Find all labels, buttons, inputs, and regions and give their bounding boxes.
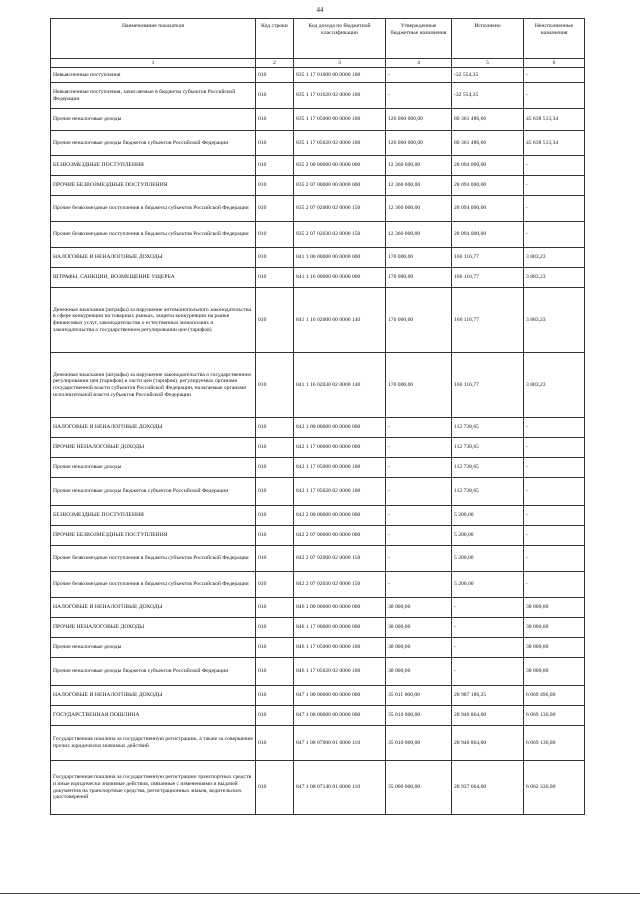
row-income-code: 841 1 00 00000 00 0000 000 <box>294 248 386 268</box>
table-row <box>51 222 585 248</box>
row-unexecuted: - <box>524 526 585 546</box>
row-income-code: 842 1 17 05020 02 0000 180 <box>294 478 386 506</box>
table-row <box>51 572 585 598</box>
row-income-code: 846 1 00 00000 00 0000 000 <box>294 598 386 618</box>
row-approved: 12 360 000,00 <box>386 156 452 176</box>
table-row <box>51 109 585 131</box>
row-executed: 166 116,77 <box>452 268 524 288</box>
row-name: Денежные взыскания (штрафы) за нарушение антимонопольного законодательства в сфере конкуренции на товарных рынках, защиты конкуренции на рынке финансовых услуг, законодательства о естественных монополиях и законодательства о государственном регулировании цен (тарифов) <box>51 288 256 353</box>
column-number: 4 <box>386 59 452 68</box>
row-name: Прочие безвозмездные поступления в бюджеты субъектов Российской Федерации <box>51 546 256 572</box>
row-name: БЕЗВОЗМЕЗДНЫЕ ПОСТУПЛЕНИЯ <box>51 506 256 526</box>
row-line-code: 010 <box>256 222 294 248</box>
row-income-code: 842 2 07 02030 02 0000 150 <box>294 572 386 598</box>
row-income-code: 835 2 07 02030 02 0000 150 <box>294 222 386 248</box>
row-approved: 35 011 000,00 <box>386 686 452 706</box>
row-income-code: 835 2 07 00000 00 0000 000 <box>294 176 386 196</box>
row-name: ГОСУДАРСТВЕННАЯ ПОШЛИНА <box>51 706 256 726</box>
table-row <box>51 418 585 438</box>
row-line-code: 010 <box>256 618 294 638</box>
table-row <box>51 478 585 506</box>
table-row <box>51 726 585 761</box>
row-line-code: 010 <box>256 68 294 83</box>
row-unexecuted: 3 883,23 <box>524 353 585 418</box>
row-income-code: 842 2 07 00000 00 0000 000 <box>294 526 386 546</box>
header-executed: Исполнено <box>452 19 524 59</box>
row-executed: 28 094 000,00 <box>452 176 524 196</box>
row-approved: 35 000 000,00 <box>386 761 452 815</box>
header-row <box>51 19 585 59</box>
row-executed: 166 116,77 <box>452 353 524 418</box>
header-approved: Утвержденные бюджетные назначения <box>386 19 452 59</box>
row-executed: 28 094 000,00 <box>452 156 524 176</box>
row-executed: 5 200,00 <box>452 546 524 572</box>
row-approved: 126 000 000,00 <box>386 109 452 131</box>
row-income-code: 846 1 17 00000 00 0000 000 <box>294 618 386 638</box>
row-executed: 28 987 186,25 <box>452 686 524 706</box>
row-line-code: 010 <box>256 176 294 196</box>
row-unexecuted: 6 069 136,00 <box>524 726 585 761</box>
row-unexecuted: - <box>524 506 585 526</box>
row-income-code: 835 2 07 02000 02 0000 150 <box>294 196 386 222</box>
row-income-code: 847 1 08 07140 01 0000 110 <box>294 761 386 815</box>
row-executed: 5 200,00 <box>452 572 524 598</box>
row-approved: - <box>386 83 452 109</box>
row-executed: 28 094 000,00 <box>452 196 524 222</box>
row-approved: 12 360 000,00 <box>386 176 452 196</box>
row-approved: 12 360 000,00 <box>386 222 452 248</box>
table-row <box>51 176 585 196</box>
row-income-code: 841 1 16 02030 02 0000 140 <box>294 353 386 418</box>
table-row <box>51 288 585 353</box>
row-executed: -32 554,35 <box>452 68 524 83</box>
row-approved: - <box>386 68 452 83</box>
row-approved: 38 000,00 <box>386 618 452 638</box>
row-executed: - <box>452 618 524 638</box>
row-approved: 38 000,00 <box>386 638 452 658</box>
row-name: Прочие неналоговые доходы <box>51 458 256 478</box>
row-unexecuted: 6 069 136,00 <box>524 706 585 726</box>
row-unexecuted: - <box>524 478 585 506</box>
row-income-code: 835 1 17 01020 02 0000 180 <box>294 83 386 109</box>
header-income-code: Код дохода по бюджетной классификации <box>294 19 386 59</box>
row-name: НАЛОГОВЫЕ И НЕНАЛОГОВЫЕ ДОХОДЫ <box>51 686 256 706</box>
row-approved: 35 010 000,00 <box>386 726 452 761</box>
row-executed: 5 200,00 <box>452 506 524 526</box>
row-income-code: 842 1 17 00000 00 0000 000 <box>294 438 386 458</box>
row-unexecuted: 45 638 513,34 <box>524 109 585 131</box>
row-line-code: 010 <box>256 288 294 353</box>
row-line-code: 010 <box>256 706 294 726</box>
table-row <box>51 506 585 526</box>
row-approved: 170 000,00 <box>386 288 452 353</box>
row-income-code: 846 1 17 05000 00 0000 180 <box>294 638 386 658</box>
row-approved: - <box>386 546 452 572</box>
table-row <box>51 131 585 156</box>
row-unexecuted: - <box>524 83 585 109</box>
row-name: ПРОЧИЕ НЕНАЛОГОВЫЕ ДОХОДЫ <box>51 618 256 638</box>
row-executed: - <box>452 638 524 658</box>
page-number: 44 <box>316 6 324 14</box>
column-number: 2 <box>256 59 294 68</box>
table-row <box>51 526 585 546</box>
row-line-code: 010 <box>256 572 294 598</box>
row-line-code: 010 <box>256 196 294 222</box>
row-approved: 12 360 000,00 <box>386 196 452 222</box>
row-income-code: 835 2 00 00000 00 0000 000 <box>294 156 386 176</box>
row-income-code: 847 1 00 00000 00 0000 000 <box>294 686 386 706</box>
row-executed: -32 554,35 <box>452 83 524 109</box>
table-row <box>51 638 585 658</box>
row-executed: 28 094 000,00 <box>452 222 524 248</box>
table-body <box>51 68 585 815</box>
row-executed: 28 937 664,00 <box>452 761 524 815</box>
row-executed: 28 940 864,00 <box>452 726 524 761</box>
row-name: ПРОЧИЕ БЕЗВОЗМЕЗДНЫЕ ПОСТУПЛЕНИЯ <box>51 176 256 196</box>
row-unexecuted: - <box>524 156 585 176</box>
row-unexecuted: 45 638 513,34 <box>524 131 585 156</box>
row-name: НАЛОГОВЫЕ И НЕНАЛОГОВЫЕ ДОХОДЫ <box>51 248 256 268</box>
row-unexecuted: - <box>524 196 585 222</box>
row-unexecuted: - <box>524 222 585 248</box>
row-approved: - <box>386 526 452 546</box>
row-line-code: 010 <box>256 686 294 706</box>
table-row <box>51 83 585 109</box>
table-row <box>51 598 585 618</box>
row-unexecuted: 38 000,00 <box>524 598 585 618</box>
row-executed: 112 738,65 <box>452 478 524 506</box>
row-unexecuted: 38 000,00 <box>524 638 585 658</box>
row-name: Прочие неналоговые доходы бюджетов субъектов Российской Федерации <box>51 131 256 156</box>
row-name: Денежные взыскания (штрафы) за нарушение законодательства о государственном регулировании цен (тарифов) в части цен (тарифов), регулируемых органами государственной власти субъектов Российской Федерации, налагаемые органами исполнительной власти субъектов Российской Федерации <box>51 353 256 418</box>
row-name: ПРОЧИЕ НЕНАЛОГОВЫЕ ДОХОДЫ <box>51 438 256 458</box>
table-row <box>51 353 585 418</box>
row-line-code: 010 <box>256 598 294 618</box>
row-unexecuted: 3 883,23 <box>524 268 585 288</box>
row-income-code: 835 1 17 05000 00 0000 180 <box>294 109 386 131</box>
row-approved: - <box>386 572 452 598</box>
row-income-code: 842 1 00 00000 00 0000 000 <box>294 418 386 438</box>
row-name: Прочие безвозмездные поступления в бюджеты субъектов Российской Федерации <box>51 222 256 248</box>
row-name: Невыясненные поступления, зачисляемые в бюджеты субъектов Российской Федерации <box>51 83 256 109</box>
column-number: 1 <box>51 59 256 68</box>
table-row <box>51 68 585 83</box>
row-line-code: 010 <box>256 83 294 109</box>
row-approved: 170 000,00 <box>386 268 452 288</box>
header-line-code: Код строки <box>256 19 294 59</box>
column-number: 5 <box>452 59 524 68</box>
row-income-code: 835 1 17 05020 02 0000 180 <box>294 131 386 156</box>
table-row <box>51 658 585 686</box>
row-line-code: 010 <box>256 638 294 658</box>
row-approved: 38 000,00 <box>386 598 452 618</box>
row-income-code: 842 2 00 00000 00 0000 000 <box>294 506 386 526</box>
row-line-code: 010 <box>256 418 294 438</box>
row-line-code: 010 <box>256 726 294 761</box>
row-name: Прочие неналоговые доходы <box>51 638 256 658</box>
row-income-code: 841 1 16 02000 00 0000 140 <box>294 288 386 353</box>
row-executed: - <box>452 658 524 686</box>
row-line-code: 010 <box>256 109 294 131</box>
row-unexecuted: 6 062 336,00 <box>524 761 585 815</box>
budget-execution-table <box>50 18 585 815</box>
row-executed: 112 738,65 <box>452 418 524 438</box>
row-approved: - <box>386 418 452 438</box>
row-unexecuted: - <box>524 458 585 478</box>
row-executed: 80 361 486,66 <box>452 109 524 131</box>
column-number: 6 <box>524 59 585 68</box>
row-unexecuted: 38 000,00 <box>524 658 585 686</box>
row-unexecuted: 6 069 496,00 <box>524 686 585 706</box>
row-line-code: 010 <box>256 506 294 526</box>
table-row <box>51 156 585 176</box>
table-row <box>51 686 585 706</box>
row-unexecuted: - <box>524 572 585 598</box>
column-number: 3 <box>294 59 386 68</box>
row-unexecuted: - <box>524 438 585 458</box>
table-row <box>51 268 585 288</box>
row-approved: - <box>386 506 452 526</box>
row-income-code: 847 1 08 07000 01 0000 110 <box>294 726 386 761</box>
table-row <box>51 248 585 268</box>
row-name: НАЛОГОВЫЕ И НЕНАЛОГОВЫЕ ДОХОДЫ <box>51 598 256 618</box>
row-name: Прочие неналоговые доходы бюджетов субъектов Российской Федерации <box>51 478 256 506</box>
row-name: ПРОЧИЕ БЕЗВОЗМЕЗДНЫЕ ПОСТУПЛЕНИЯ <box>51 526 256 546</box>
row-unexecuted: 3 883,23 <box>524 288 585 353</box>
row-income-code: 842 1 17 05000 00 0000 180 <box>294 458 386 478</box>
row-approved: 35 010 000,00 <box>386 706 452 726</box>
header-name: Наименование показателя <box>51 19 256 59</box>
row-name: Невыясненные поступления <box>51 68 256 83</box>
row-name: Прочие неналоговые доходы бюджетов субъектов Российской Федерации <box>51 658 256 686</box>
row-approved: 170 000,00 <box>386 353 452 418</box>
table-row <box>51 761 585 815</box>
row-line-code: 010 <box>256 546 294 572</box>
row-name: Прочие неналоговые доходы <box>51 109 256 131</box>
row-executed: 166 116,77 <box>452 248 524 268</box>
row-income-code: 841 1 16 00000 00 0000 000 <box>294 268 386 288</box>
footer-divider <box>0 893 640 894</box>
row-income-code: 847 1 08 00000 00 0000 000 <box>294 706 386 726</box>
table-row <box>51 438 585 458</box>
row-unexecuted: - <box>524 418 585 438</box>
table-row <box>51 546 585 572</box>
row-name: БЕЗВОЗМЕЗДНЫЕ ПОСТУПЛЕНИЯ <box>51 156 256 176</box>
row-unexecuted: 3 883,23 <box>524 248 585 268</box>
row-approved: - <box>386 438 452 458</box>
row-line-code: 010 <box>256 761 294 815</box>
row-income-code: 846 1 17 05020 02 0000 180 <box>294 658 386 686</box>
row-line-code: 010 <box>256 526 294 546</box>
row-income-code: 842 2 07 02000 02 0000 150 <box>294 546 386 572</box>
row-approved: 170 000,00 <box>386 248 452 268</box>
row-name: Государственная пошлина за государственную регистрацию, а также за совершение прочих юридически значимых действий <box>51 726 256 761</box>
table-row <box>51 706 585 726</box>
row-unexecuted: - <box>524 176 585 196</box>
row-name: НАЛОГОВЫЕ И НЕНАЛОГОВЫЕ ДОХОДЫ <box>51 418 256 438</box>
row-executed: 28 940 864,00 <box>452 706 524 726</box>
row-approved: 126 000 000,00 <box>386 131 452 156</box>
row-executed: 80 361 486,66 <box>452 131 524 156</box>
row-unexecuted: 38 000,00 <box>524 618 585 638</box>
row-unexecuted: - <box>524 546 585 572</box>
row-executed: 5 200,00 <box>452 526 524 546</box>
row-executed: 112 738,65 <box>452 438 524 458</box>
column-numbers-row <box>51 59 585 68</box>
row-name: Прочие безвозмездные поступления в бюджеты субъектов Российской Федерации <box>51 196 256 222</box>
row-approved: 38 000,00 <box>386 658 452 686</box>
row-name: Прочие безвозмездные поступления в бюджеты субъектов Российской Федерации <box>51 572 256 598</box>
header-unexecuted: Неисполненные назначения <box>524 19 585 59</box>
table-row <box>51 196 585 222</box>
row-executed: 166 116,77 <box>452 288 524 353</box>
row-name: Государственная пошлина за государственную регистрацию транспортных средств и иные юридически значимые действия, связанные с изменениями и выдачей документов на транспортные средства, регистрационных знаков, водительских удостоверений <box>51 761 256 815</box>
row-line-code: 010 <box>256 156 294 176</box>
row-executed: - <box>452 598 524 618</box>
row-line-code: 010 <box>256 268 294 288</box>
row-income-code: 835 1 17 01000 00 0000 180 <box>294 68 386 83</box>
row-line-code: 010 <box>256 353 294 418</box>
row-name: ШТРАФЫ, САНКЦИИ, ВОЗМЕЩЕНИЕ УЩЕРБА <box>51 268 256 288</box>
row-executed: 112 738,65 <box>452 458 524 478</box>
row-unexecuted: - <box>524 68 585 83</box>
row-line-code: 010 <box>256 438 294 458</box>
row-line-code: 010 <box>256 458 294 478</box>
row-line-code: 010 <box>256 658 294 686</box>
table-row <box>51 458 585 478</box>
table-row <box>51 618 585 638</box>
row-approved: - <box>386 458 452 478</box>
row-line-code: 010 <box>256 478 294 506</box>
row-line-code: 010 <box>256 248 294 268</box>
row-line-code: 010 <box>256 131 294 156</box>
row-approved: - <box>386 478 452 506</box>
